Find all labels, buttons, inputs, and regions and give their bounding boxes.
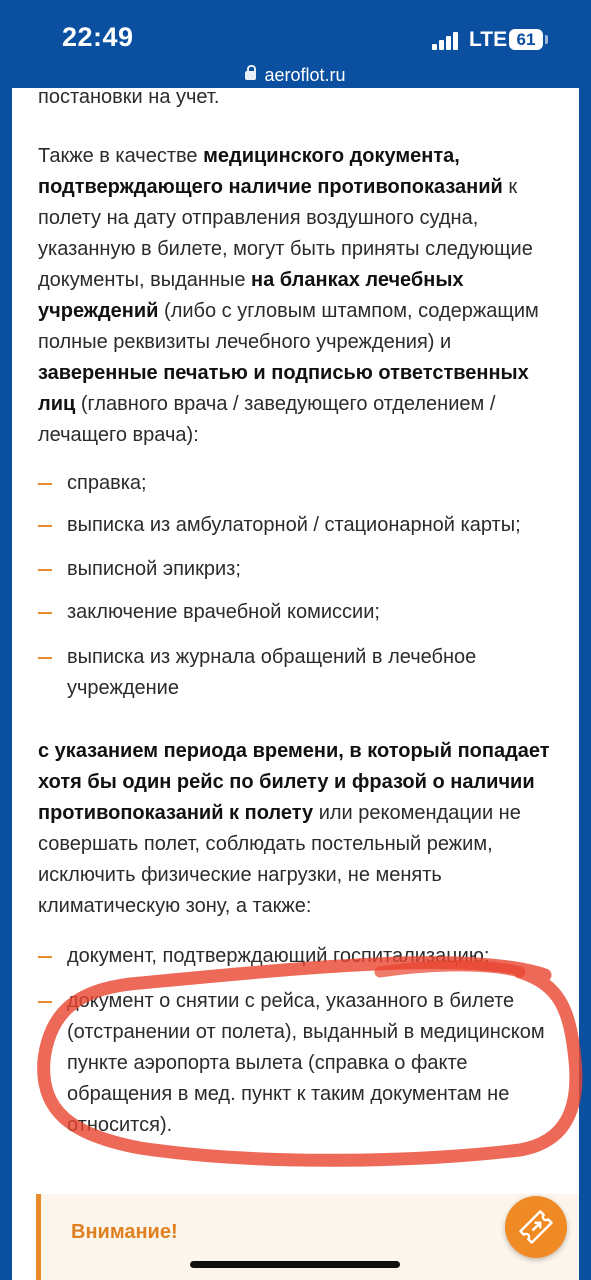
home-indicator[interactable]	[190, 1261, 400, 1268]
dash-bullet-icon	[38, 1001, 52, 1003]
dash-bullet-icon	[38, 525, 52, 527]
status-time: 22:49	[62, 22, 134, 52]
article-content: постановки на учет. Также в качестве медицинского документа, подтверждающего наличие противопоказаний к полету на дату отправления воздушного судна, указанную в билете, могут быть приняты следующие документы, выданные на бланках лечебных учреждений (либо с угловым штампом, содержащим полные реквизиты лечебного учреждения) и заверенные печатью и подписью ответственных лиц (главного врача / заведующего отделением / лечащего врача): справка; выписка из амбулаторной / стационарной карты; выписной эпикриз; заключение врачебной комиссии; выписка из журнала обращений в лечебное учреждение с указанием периода времени, в который попадает хотя бы один рейс по билету и фразой о наличии противопоказаний к полету или рекомендации не совершать полет, соблюдать постельный режим, исключить физические нагрузки, не менять климатическую зону, а также: документ, подтверждающий госпитализацию; документ о снятии с рейса, указанного в билете (отстранении от полета), выданный в медицинском пункте аэропорта вылета (справка о факте обращения в мед. пункт к таким документам не относится). Внимание!	[12, 88, 579, 1280]
battery-level: 61	[516, 30, 536, 49]
ticket-plane-icon	[505, 1196, 567, 1258]
dash-bullet-icon	[38, 483, 52, 485]
clipped-paragraph: постановки на учет.	[38, 88, 220, 108]
network-type: LTE	[469, 28, 508, 51]
dash-bullet-icon	[38, 657, 52, 659]
notice-title: Внимание!	[71, 1221, 178, 1243]
dash-bullet-icon	[38, 612, 52, 614]
dash-bullet-icon	[38, 956, 52, 958]
paragraph-medical-documents: Также в качестве медицинского документа, подтверждающего наличие противопоказаний к полету на дату отправления воздушного судна, указанную в билете, могут быть приняты следующие документы, выданные на бланках лечебных учреждений (либо с угловым штампом, содержащим полные реквизиты лечебного учреждения) и заверенные печатью и подписью ответственных лиц (главного врача / заведующего отделением / лечащего врача):	[38, 145, 539, 446]
lock-icon	[245, 71, 256, 80]
paragraph-period: с указанием периода времени, в который попадает хотя бы один рейс по билету и фразой о наличии противопоказаний к полету или рекомендации не совершать полет, соблюдать постельный режим, исключить физические нагрузки, не менять климатическую зону, а также:	[38, 740, 550, 917]
url-text: aeroflot.ru	[264, 65, 346, 85]
ticket-plane-button[interactable]	[505, 1196, 567, 1258]
address-bar[interactable]	[0, 62, 591, 88]
status-bar	[0, 0, 591, 66]
battery-tip	[545, 35, 548, 44]
battery-icon	[509, 29, 543, 50]
cellular-signal-icon	[432, 32, 460, 50]
dash-bullet-icon	[38, 569, 52, 571]
